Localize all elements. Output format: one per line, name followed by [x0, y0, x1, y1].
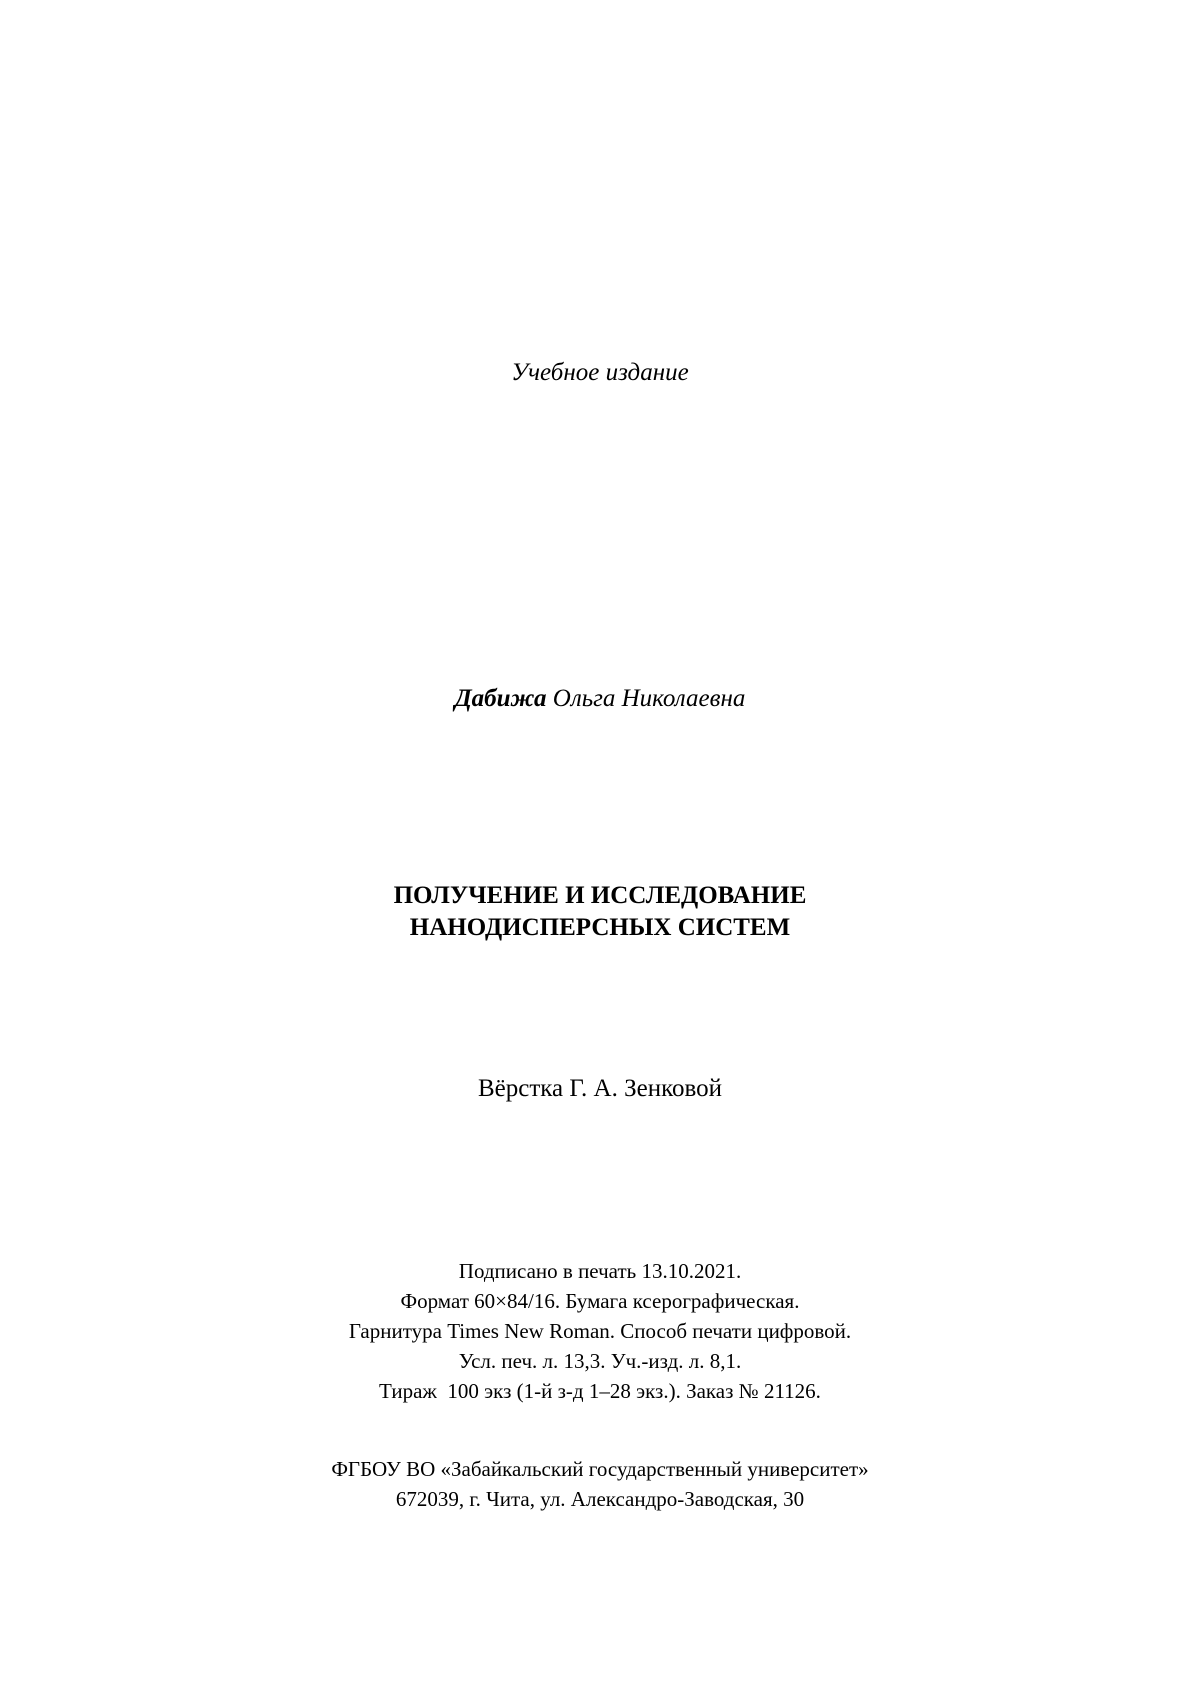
book-title [0, 880, 1200, 944]
imprint-line-sheets: Усл. печ. л. 13,3. Уч.-изд. л. 8,1. [458, 1349, 742, 1373]
imprint-line-typeface: Гарнитура Times New Roman. Способ печати цифровой. [348, 1319, 852, 1343]
imprint-line-circulation: Тираж 100 экз (1-й з-д 1–28 экз.). Заказ № 21126. [379, 1379, 821, 1403]
layout-credit: Вёрстка Г. А. Зенковой [478, 1075, 722, 1102]
publisher-address: 672039, г. Чита, ул. Александро-Заводская, 30 [395, 1487, 805, 1511]
book-title-line-1: ПОЛУЧЕНИЕ И ИССЛЕДОВАНИЕ [393, 882, 807, 909]
imprint-line-signed: Подписано в печать 13.10.2021. [458, 1259, 742, 1283]
book-title-line-2: НАНОДИСПЕРСНЫХ СИСТЕМ [409, 914, 791, 941]
publisher-name: ФГБОУ ВО «Забайкальский государственный университет» [331, 1457, 869, 1481]
author-name [0, 682, 1200, 716]
imprint-details [0, 1256, 1200, 1406]
author-given-names: Ольга Николаевна [552, 685, 746, 712]
author-surname: Дабижа [454, 685, 547, 712]
edition-type: Учебное издание [511, 359, 689, 386]
imprint-line-format: Формат 60×84/16. Бумага ксерографическая. [400, 1289, 800, 1313]
publisher-info [0, 1454, 1200, 1514]
